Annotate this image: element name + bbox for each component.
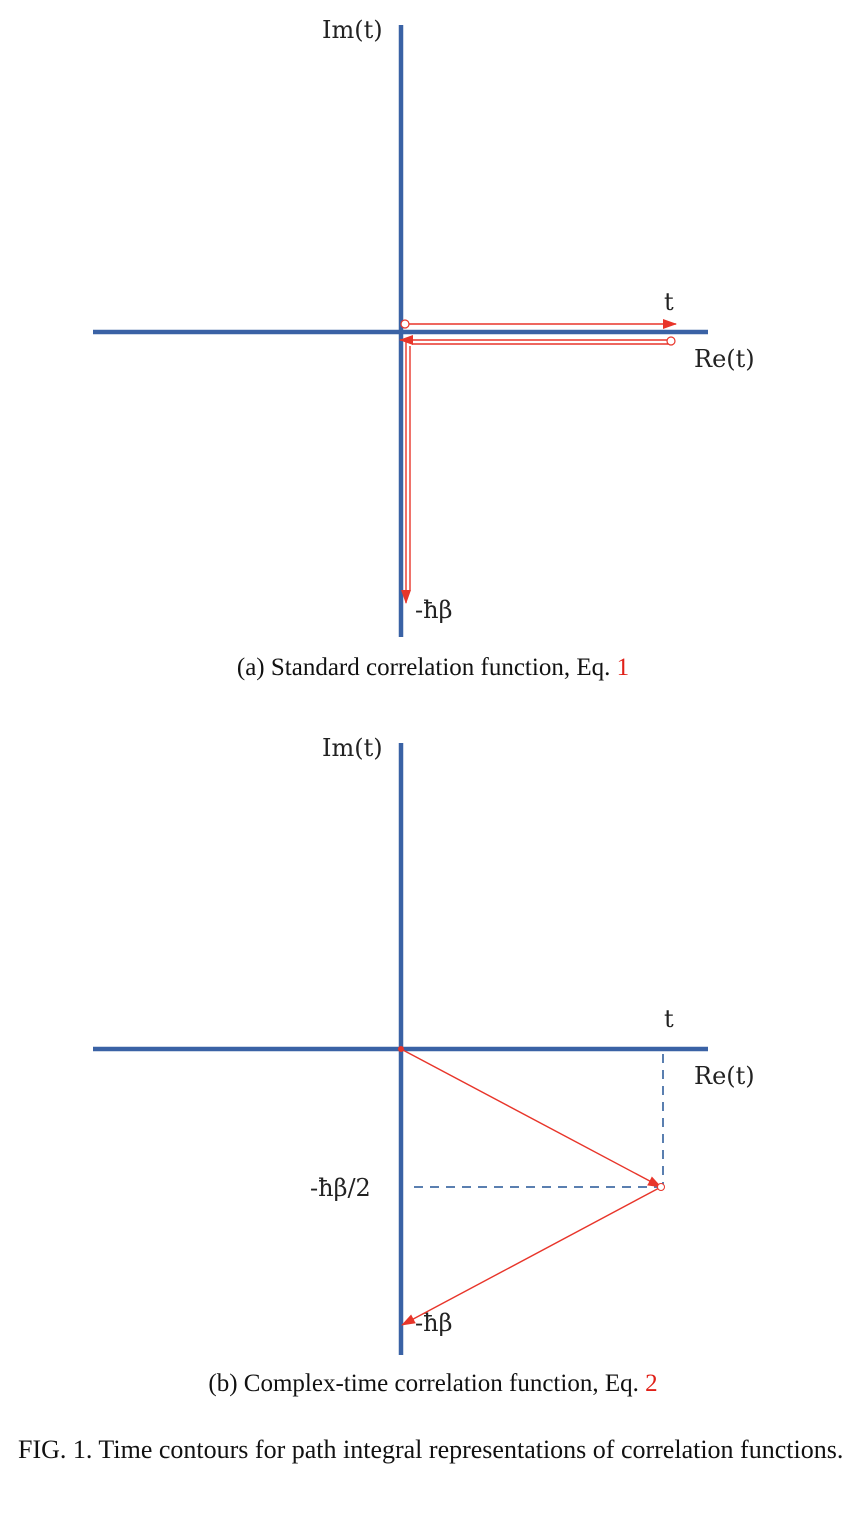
caption-a-ref[interactable]: 1 <box>616 654 630 681</box>
y-axis-label: Im(t) <box>322 734 383 762</box>
contour-first-leg-arrow <box>401 1049 661 1187</box>
caption-b <box>0 1370 866 1398</box>
diagram-a <box>0 0 866 650</box>
diagram-b <box>0 718 866 1368</box>
end-label: -ħβ <box>415 596 453 624</box>
x-axis-label: Re(t) <box>694 1062 755 1090</box>
contour-turn-point <box>658 1184 665 1191</box>
caption-b-text: (b) Complex-time correlation function, Eq. <box>208 1370 646 1397</box>
caption-b-ref[interactable]: 2 <box>645 1370 658 1397</box>
y-axis-label: Im(t) <box>322 16 383 44</box>
t-label: t <box>664 288 674 316</box>
panel-a <box>0 0 866 700</box>
caption-a <box>0 654 866 682</box>
t-label: t <box>664 1005 674 1033</box>
panel-b <box>0 718 866 1408</box>
x-axis-label: Re(t) <box>694 345 755 373</box>
mid-label: -ħβ/2 <box>310 1174 371 1202</box>
contour-start-point <box>401 320 409 328</box>
contour-start-point <box>398 1046 404 1052</box>
figure-caption: FIG. 1. Time contours for path integral representations of correlation functions. <box>18 1435 844 1464</box>
end-label: -ħβ <box>415 1309 453 1337</box>
caption-a-text: (a) Standard correlation function, Eq. <box>236 654 617 681</box>
contour-turn-point <box>667 337 675 345</box>
contour-second-leg-arrow <box>402 1187 661 1325</box>
